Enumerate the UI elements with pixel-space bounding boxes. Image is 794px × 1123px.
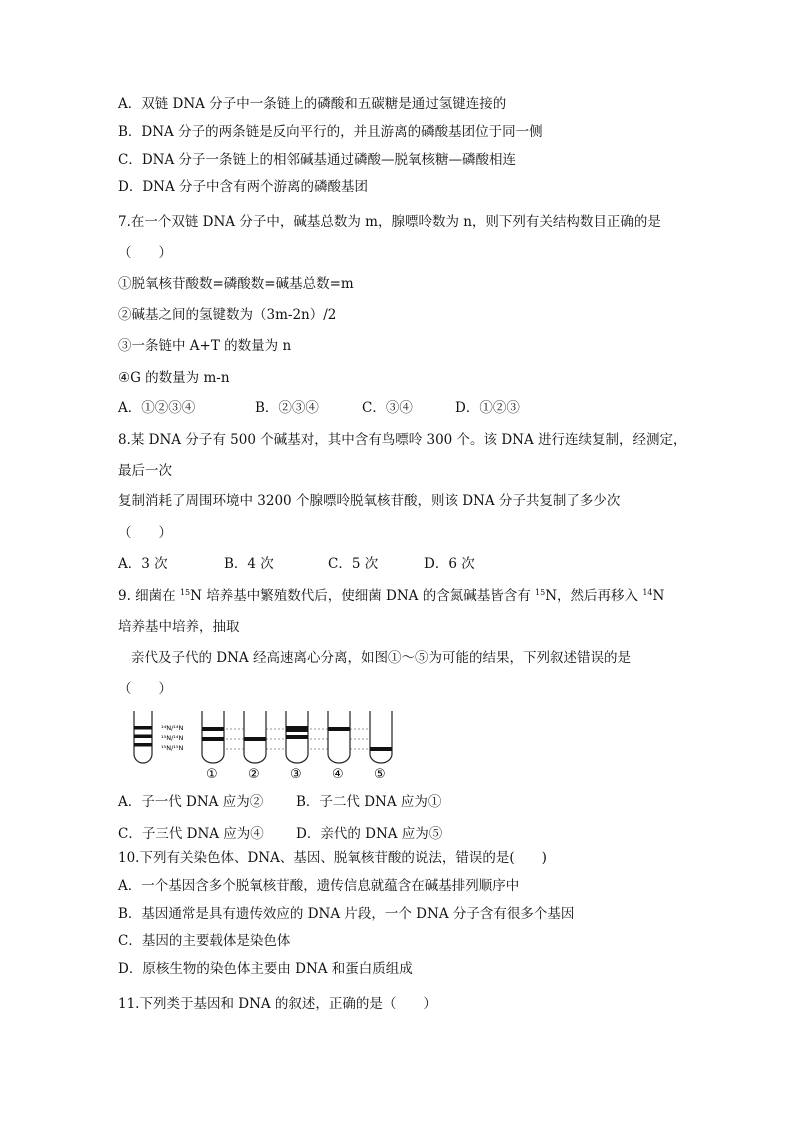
q9-stem-part-2: N 培养基中繁殖数代后，使细菌 DNA 的含氮碱基皆含有 [190,588,536,604]
reference-tube [134,711,152,763]
q9-stem-part-1: 9. 细菌在 [118,588,180,604]
q9-stem-part-3: N，然后再移入 [545,588,643,604]
q10-stem: 10.下列有关染色体、DNA、基因、脱氧核苷酸的说法，错误的是( ) [118,850,547,866]
label-14n-14n: ¹⁴N/¹⁴N [161,724,184,732]
tube-2 [244,711,266,763]
q6-option-b: B．DNA 分子的两条链是反向平行的，并且游离的磷酸基团位于同一侧 [118,124,543,140]
q9-answer-paren: （ ） [118,681,172,697]
q10-option-d: D．原核生物的染色体主要由 DNA 和蛋白质组成 [118,961,413,977]
q9-stem-line-3: 亲代及子代的 DNA 经高速离心分离，如图①～⑤为可能的结果，下列叙述错误的是 [131,650,631,666]
q10-option-c: C．基因的主要载体是染色体 [118,933,291,949]
q9-superscript-15b: 15 [535,588,546,597]
q6-option-d: D．DNA 分子中含有两个游离的磷酸基团 [118,179,369,195]
q11-stem: 11.下列类于基因和 DNA 的叙述，正确的是（ ） [118,996,437,1012]
q7-statement-3: ③一条链中 A+T 的数量为 n [118,338,292,354]
q9-stem-line-2: 培养基中培养，抽取 [118,619,240,635]
q7-stem: 7.在一个双链 DNA 分子中，碱基总数为 m，腺嘌呤数为 n，则下列有关结构数目正确的是 [118,214,661,230]
q7-option-d: D．①②③ [455,400,520,416]
q9-stem-line-1 [118,586,664,606]
q8-answer-paren: （ ） [118,525,172,541]
q9-option-d: D．亲代的 DNA 应为⑤ [296,826,443,842]
q8-stem-line-3: 复制消耗了周围环境中 3200 个腺嘌呤脱氧核苷酸，则该 DNA 分子共复制了多少次 [118,493,621,509]
centrifuge-tubes-figure [130,708,400,782]
tube-1 [202,711,224,763]
q10-option-a: A．一个基因含多个脱氧核苷酸，遗传信息就蕴含在碱基排列顺序中 [118,878,520,894]
q8-option-a: A．3 次 [118,556,168,572]
tube-2-number: ② [248,767,260,782]
q6-option-c: C．DNA 分子一条链上的相邻碱基通过磷酸—脱氧核糖—磷酸相连 [118,152,517,168]
label-15n-15n: ¹⁵N/¹⁵N [161,744,184,752]
q8-stem-line-2: 最后一次 [118,463,172,479]
tube-4 [328,711,350,763]
tube-1-number: ① [206,767,218,782]
q9-option-b: B．子二代 DNA 应为① [296,794,442,810]
q9-option-a: A．子一代 DNA 应为② [118,794,264,810]
q7-option-c: C．③④ [362,400,413,416]
q9-superscript-15: 15 [179,588,191,597]
q8-option-b: B．4 次 [224,556,274,572]
q9-superscript-14: 14 [642,588,653,597]
q7-answer-paren: （ ） [118,245,172,261]
q10-option-b: B．基因通常是具有遗传效应的 DNA 片段，一个 DNA 分子含有很多个基因 [118,906,575,922]
q8-stem-line-1: 8.某 DNA 分子有 500 个碱基对，其中含有鸟嘌呤 300 个。该 DNA 进行连续复制，经测定， [118,432,687,448]
q9-stem-part-4: N [652,588,665,604]
tube-4-number: ④ [332,767,344,782]
tube-3 [286,711,308,763]
q6-option-a: A．双链 DNA 分子中一条链上的磷酸和五碳糖是通过氢键连接的 [118,96,507,112]
label-15n-14n: ¹⁵N/¹⁴N [161,734,184,742]
q8-option-c: C．5 次 [328,556,379,572]
tube-5-number: ⑤ [374,767,386,782]
q7-statement-1: ①脱氧核苷酸数=磷酸数=碱基总数=m [118,276,354,292]
q7-option-b: B．②③④ [255,400,319,416]
tube-3-number: ③ [290,767,302,782]
q7-statement-2: ②碱基之间的氢键数为（3m-2n）/2 [118,307,337,323]
q7-statement-4: ④G 的数量为 m-n [118,370,230,386]
tube-5 [370,711,392,763]
q9-option-c: C．子三代 DNA 应为④ [118,826,264,842]
q8-option-d: D．6 次 [424,556,475,572]
q7-option-a: A．①②③④ [118,400,196,416]
